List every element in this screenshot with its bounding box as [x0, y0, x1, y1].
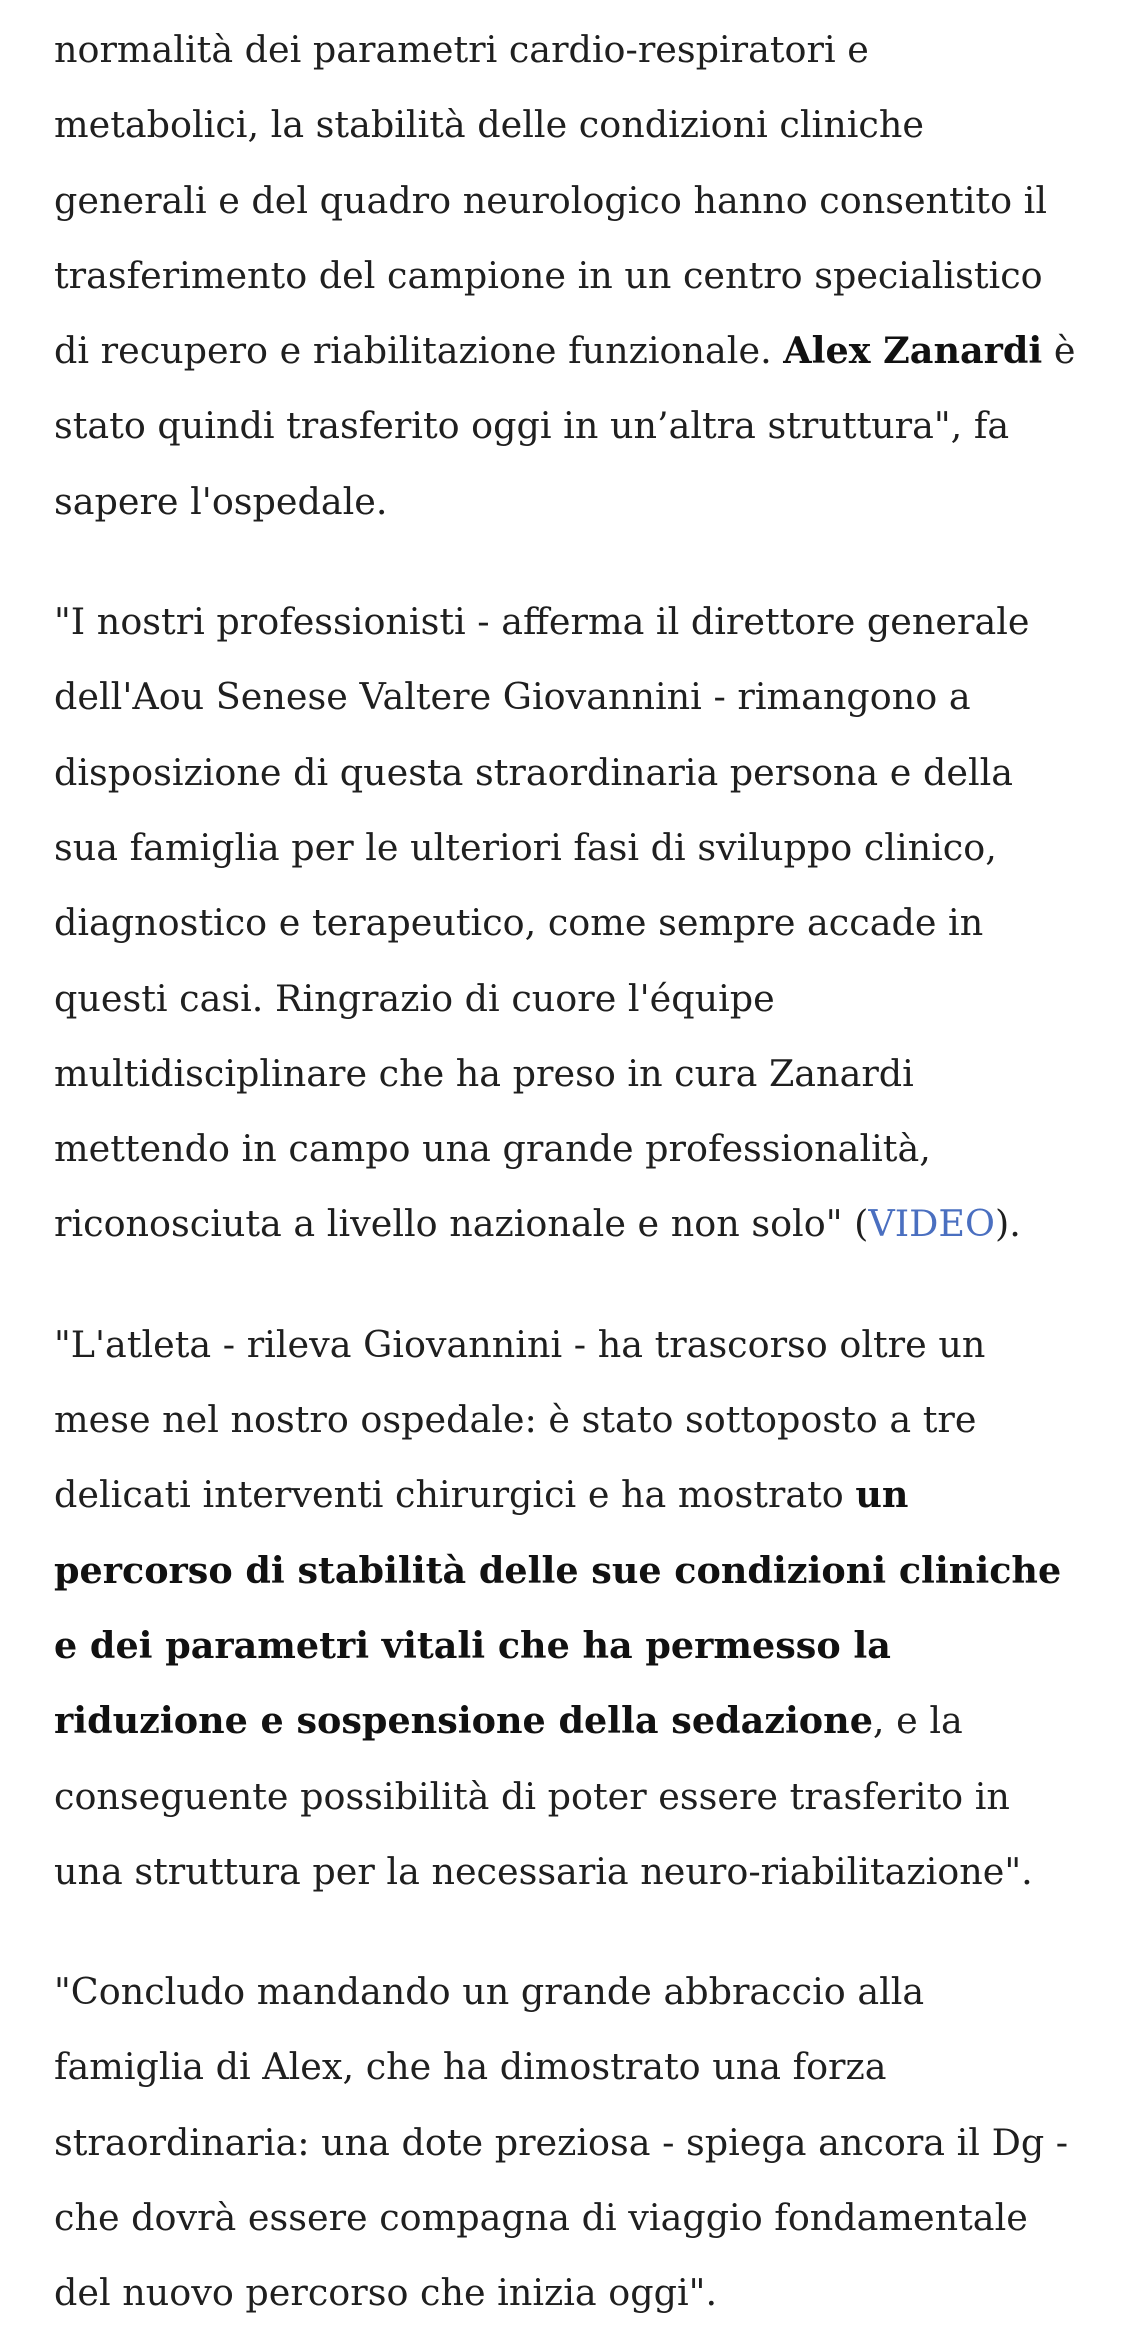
paragraph-text: "Concludo mandando un grande abbraccio alla famiglia di Alex, che ha dimostrato una forza straordinaria: una dote preziosa - spiega ancora il Dg - che dovrà essere compagna di viaggio fondamentale del nuovo percorso che inizia oggi".	[54, 1970, 1069, 2315]
paragraph-transfer-note	[54, 12, 1084, 539]
paragraph-text: , e la conseguente possibilità di poter essere trasferito in una struttura per la necessaria neuro-riabilitazione".	[54, 1699, 1033, 1893]
paragraph-athlete-stay	[54, 1307, 1084, 1909]
stability-highlight: un percorso di stabilità delle sue condizioni cliniche e dei parametri vitali che ha permesso la riduzione e sospensione della sedazione	[54, 1473, 1062, 1743]
article-body	[54, 12, 1084, 2331]
paragraph-text: normalità dei parametri cardio-respiratori e metabolici, la stabilità delle condizioni cliniche generali e del quadro neurologico hanno consentito il trasferimento del campione in un centro specialistico di recupero e riabilitazione funzionale.	[54, 28, 1048, 373]
athlete-name-highlight: Alex Zanardi	[783, 329, 1043, 373]
paragraph-text: è stato quindi trasferito oggi in un’altra struttura", fa sapere l'ospedale.	[54, 329, 1076, 523]
video-link[interactable]: VIDEO	[868, 1202, 995, 1246]
paragraph-text: "I nostri professionisti - afferma il direttore generale dell'Aou Senese Valtere Giovannini - rimangono a disposizione di questa straordinaria persona e della sua famiglia per le ulteriori fasi di sviluppo clinico, diagnostico e terapeutico, come sempre accade in questi casi. Ringrazio di cuore l'équipe multidisciplinare che ha preso in cura Zanardi mettendo in campo una grande professionalità, riconosciuta a livello nazionale e non solo" (	[54, 600, 1030, 1246]
paragraph-text: "L'atleta - rileva Giovannini - ha trascorso oltre un mese nel nostro ospedale: è stato sottoposto a tre delicati interventi chirurgici e ha mostrato	[54, 1322, 986, 1517]
paragraph-director-quote	[54, 584, 1084, 1262]
paragraph-text: ).	[994, 1202, 1021, 1246]
paragraph-closing-quote	[54, 1954, 1084, 2330]
